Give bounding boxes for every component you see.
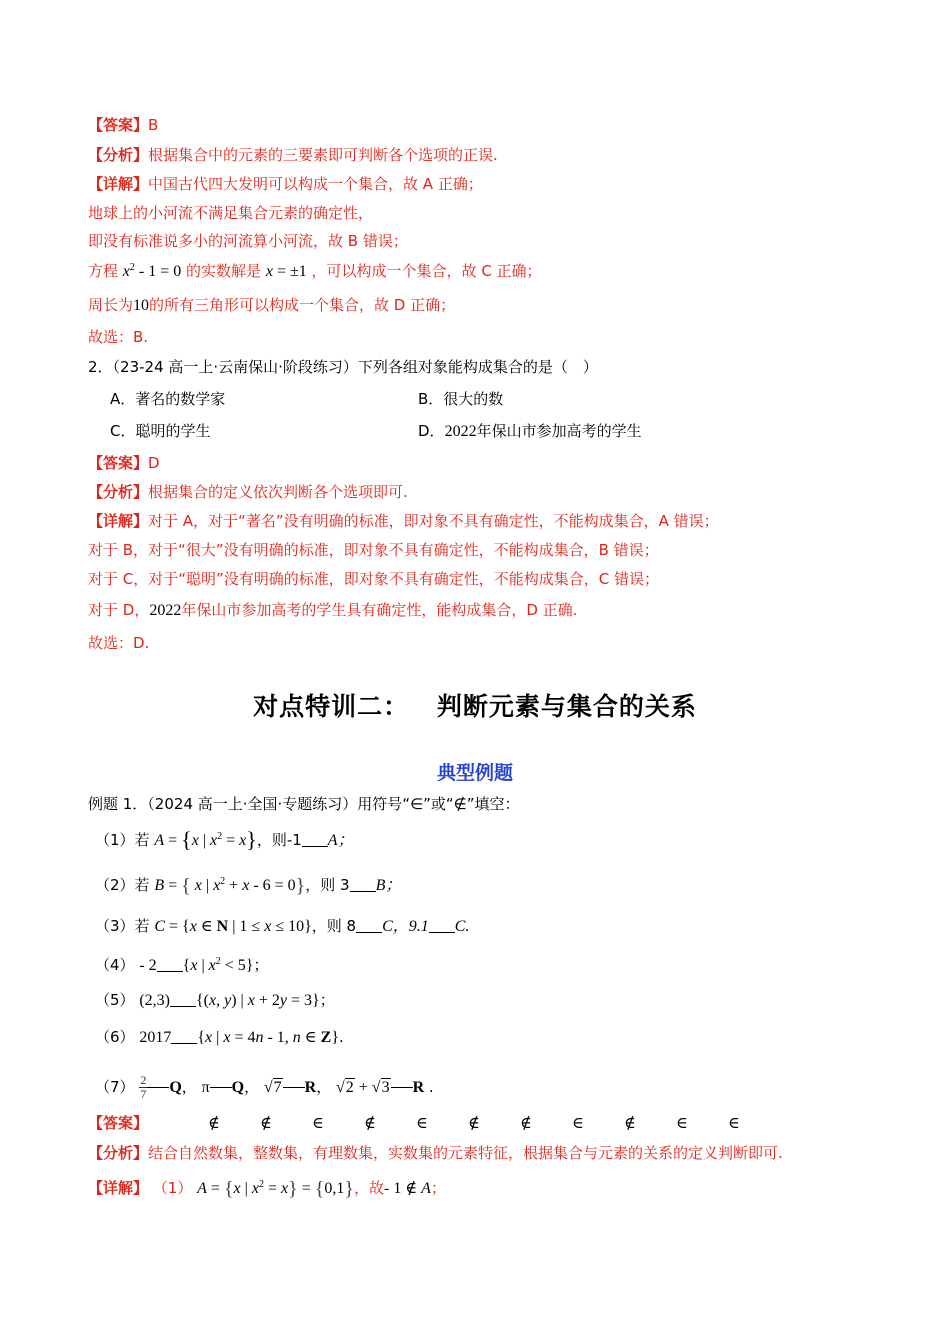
answer-symbol: ∈ xyxy=(728,1115,740,1132)
q2-stem: 2．（23-24 高一上·云南保山·阶段练习）下列各组对象能构成集合的是（ ） xyxy=(88,358,598,376)
q1-detail-line-5 xyxy=(88,295,455,316)
example-part-2 xyxy=(95,875,401,896)
part-label: （1）若 xyxy=(95,831,150,849)
detail-text: ，可以构成一个集合，故 C 正确； xyxy=(311,262,542,280)
detail-text: 中国古代四大发明可以构成一个集合，故 A 正确； xyxy=(148,175,483,193)
detail-text: 年保山市参加高考的学生具有确定性，能构成集合，D 正确. xyxy=(181,601,578,619)
q2-option-c: C．聪明的学生 xyxy=(110,422,211,440)
answer-tag: 【答案】 xyxy=(88,454,149,472)
answer-tag: 【答案】 xyxy=(88,116,149,134)
detail-text: 对于 A，对于“著名”没有明确的标准，即对象不具有确定性，不能构成集合，A 错误； xyxy=(148,512,719,530)
q2-detail-line-2: 对于 B，对于“很大”没有明确的标准，即对象不具有确定性，不能构成集合，B 错误； xyxy=(88,541,659,559)
answer-symbol: ∉ xyxy=(468,1115,480,1132)
detail-text: 周长为 xyxy=(88,296,134,314)
pi-symbol: π xyxy=(201,1079,210,1096)
set-b: B = { x | $x^2 + x - 6 = 0$} xyxy=(154,875,306,897)
answer-symbol: ∈ xyxy=(312,1115,324,1132)
set-q: Q xyxy=(231,1079,245,1096)
set-c: C = {x ∈ N | 1 ≤ x ≤ 10} xyxy=(154,918,312,935)
example-part-6 xyxy=(95,1027,344,1048)
fill-blank[interactable] xyxy=(171,1029,197,1044)
example-part-3 xyxy=(95,916,469,937)
year: 2022 xyxy=(149,602,182,619)
radicand: 7 xyxy=(273,1079,282,1096)
fraction xyxy=(139,1074,147,1101)
element-value: (2,3) xyxy=(139,992,170,1009)
answer-symbols xyxy=(188,1114,760,1132)
q1-detail-line-3: 即没有标准说多小的河流算小河流，故 B 错误； xyxy=(88,232,408,250)
element-value: - 2 xyxy=(139,957,157,974)
analysis-text: 根据集合中的元素的三要素即可判断各个选项的正误. xyxy=(148,146,498,164)
section-subtitle: 典型例题 xyxy=(436,762,513,784)
part-label: （5） xyxy=(95,991,135,1009)
detail-text: ； xyxy=(430,1179,446,1197)
example-detail-line-1 xyxy=(88,1178,446,1199)
q2-option-d xyxy=(418,421,642,442)
part-label: （1） xyxy=(152,1179,193,1197)
set-expr: {(x, y) | x + 2y = 3} xyxy=(195,992,320,1009)
detail-tag: 【详解】 xyxy=(88,512,149,530)
fill-blank[interactable] xyxy=(147,1087,169,1088)
part-label: （4） xyxy=(95,956,135,974)
set-a: A = {x | $x^2 = x$} xyxy=(154,827,257,852)
q1-detail-line-2: 地球上的小河流不满足集合元素的确定性， xyxy=(88,204,374,222)
detail-text: 的实数解是 xyxy=(186,262,262,280)
q1-analysis-line xyxy=(88,145,498,165)
radicand: 2 xyxy=(345,1079,354,1096)
solution: x = ±1 xyxy=(265,263,307,280)
answer-symbol: ∉ xyxy=(520,1115,532,1132)
detail-text: ，故 xyxy=(353,1179,384,1197)
sqrt-7: √7 xyxy=(263,1079,282,1096)
set-expr: {x | x = 4n - 1, n ∈ Z} xyxy=(197,1029,339,1046)
detail-text: 对于 D， xyxy=(88,601,150,619)
analysis-tag: 【分析】 xyxy=(88,1144,149,1162)
set-expr: {x | $x^2 < 5$} xyxy=(182,956,254,974)
part-end: ； xyxy=(253,956,269,974)
fill-blank[interactable] xyxy=(429,918,455,933)
part-label: （6） xyxy=(95,1028,135,1046)
analysis-tag: 【分析】 xyxy=(88,146,149,164)
example-part-7: （7） $\frac{2}{7}$ Q， π Q， √7 R， √2 + √3 R . xyxy=(95,1073,434,1101)
answer-symbol: ∈ xyxy=(416,1115,428,1132)
element-value: 2017 xyxy=(139,1029,172,1046)
answer-value: B xyxy=(148,116,159,134)
answer-symbol: ∈ xyxy=(572,1115,584,1132)
answer-symbol: ∉ xyxy=(208,1115,220,1132)
fill-blank[interactable] xyxy=(170,992,196,1007)
q1-answer-line xyxy=(88,115,158,135)
q2-answer-line xyxy=(88,453,160,473)
part-end: ； xyxy=(319,991,335,1009)
example-part-1 xyxy=(95,827,354,852)
detail-tag: 【详解】 xyxy=(88,1179,149,1197)
fill-blank[interactable] xyxy=(356,918,382,933)
q2-option-b: B．很大的数 xyxy=(418,390,504,408)
q2-conclusion: 故选：D. xyxy=(88,634,150,652)
detail-text: 方程 xyxy=(88,262,119,280)
answer-symbol: ∉ xyxy=(364,1115,376,1132)
example-part-4 xyxy=(95,955,268,976)
option-label: D． xyxy=(418,422,445,440)
sqrt-sum: √2 + √3 xyxy=(336,1079,390,1096)
set-q: Q xyxy=(169,1079,182,1096)
part-tail: ，则 8 xyxy=(311,917,357,935)
example-stem: 例题 1．（2024 高一上·全国·专题练习）用符号“∈”或“∉”填空： xyxy=(88,795,520,813)
part-end: A； xyxy=(327,832,354,849)
fill-blank[interactable] xyxy=(350,877,376,892)
q1-detail-line-1 xyxy=(88,174,483,194)
equation: $x^2 - 1 = 0$ xyxy=(122,262,182,280)
part-end: C. xyxy=(454,918,470,935)
analysis-text: 根据集合的定义依次判断各个选项即可. xyxy=(148,483,408,501)
set-a-solved: A = {x | $x^2 = x\} = \{0,1\}$ xyxy=(197,1178,354,1200)
part-mid: C，9.1 xyxy=(382,918,429,935)
q1-detail-line-4 xyxy=(88,261,542,282)
answer-symbol: ∉ xyxy=(624,1115,636,1132)
part-label: （2）若 xyxy=(95,876,150,894)
part-label: （7） xyxy=(95,1078,135,1096)
fill-blank[interactable] xyxy=(302,832,328,847)
radicand: 3 xyxy=(381,1079,390,1096)
q1-conclusion: 故选：B. xyxy=(88,328,149,346)
q2-option-a: A．著名的数学家 xyxy=(110,390,226,408)
answer-tag: 【答案】 xyxy=(88,1114,149,1132)
example-part-5 xyxy=(95,990,335,1011)
q2-detail-line-4 xyxy=(88,600,577,621)
number: 10 xyxy=(133,297,150,314)
detail-text: 的所有三角形可以构成一个集合，故 D 正确； xyxy=(149,296,456,314)
answer-symbol: ∈ xyxy=(676,1115,688,1132)
part-tail: ，则-1 xyxy=(256,831,302,849)
year: 2022 xyxy=(444,423,477,440)
set-r: R xyxy=(412,1079,425,1096)
analysis-text: 结合自然数集，整数集，有理数集，实数集的元素特征，根据集合与元素的关系的定义判断即可. xyxy=(148,1144,783,1162)
section-title: 对点特训二： 判断元素与集合的关系 xyxy=(253,692,697,721)
set-r: R xyxy=(304,1079,317,1096)
numerator: 2 xyxy=(140,1073,147,1087)
q2-detail-line-1 xyxy=(88,511,719,531)
part-label: （3）若 xyxy=(95,917,150,935)
fill-blank[interactable] xyxy=(210,1087,232,1088)
q2-detail-line-3: 对于 C，对于“聪明”没有明确的标准，即对象不具有确定性，不能构成集合，C 错误； xyxy=(88,570,660,588)
part-tail: ，则 3 xyxy=(305,876,350,894)
example-analysis-line xyxy=(88,1143,783,1163)
denominator: 7 xyxy=(140,1087,147,1101)
detail-tag: 【详解】 xyxy=(88,175,149,193)
answer-value: D xyxy=(148,454,160,472)
part-end: . xyxy=(339,1028,344,1046)
relation: - 1 ∉ A xyxy=(383,1180,431,1197)
fill-blank[interactable] xyxy=(283,1087,305,1088)
example-answer-line xyxy=(88,1113,760,1134)
q2-analysis-line xyxy=(88,482,408,502)
fill-blank[interactable] xyxy=(157,957,183,972)
answer-symbol: ∉ xyxy=(260,1115,272,1132)
option-text: 年保山市参加高考的学生 xyxy=(476,422,642,440)
analysis-tag: 【分析】 xyxy=(88,483,149,501)
part-end: B； xyxy=(375,877,402,894)
fill-blank[interactable] xyxy=(391,1087,413,1088)
